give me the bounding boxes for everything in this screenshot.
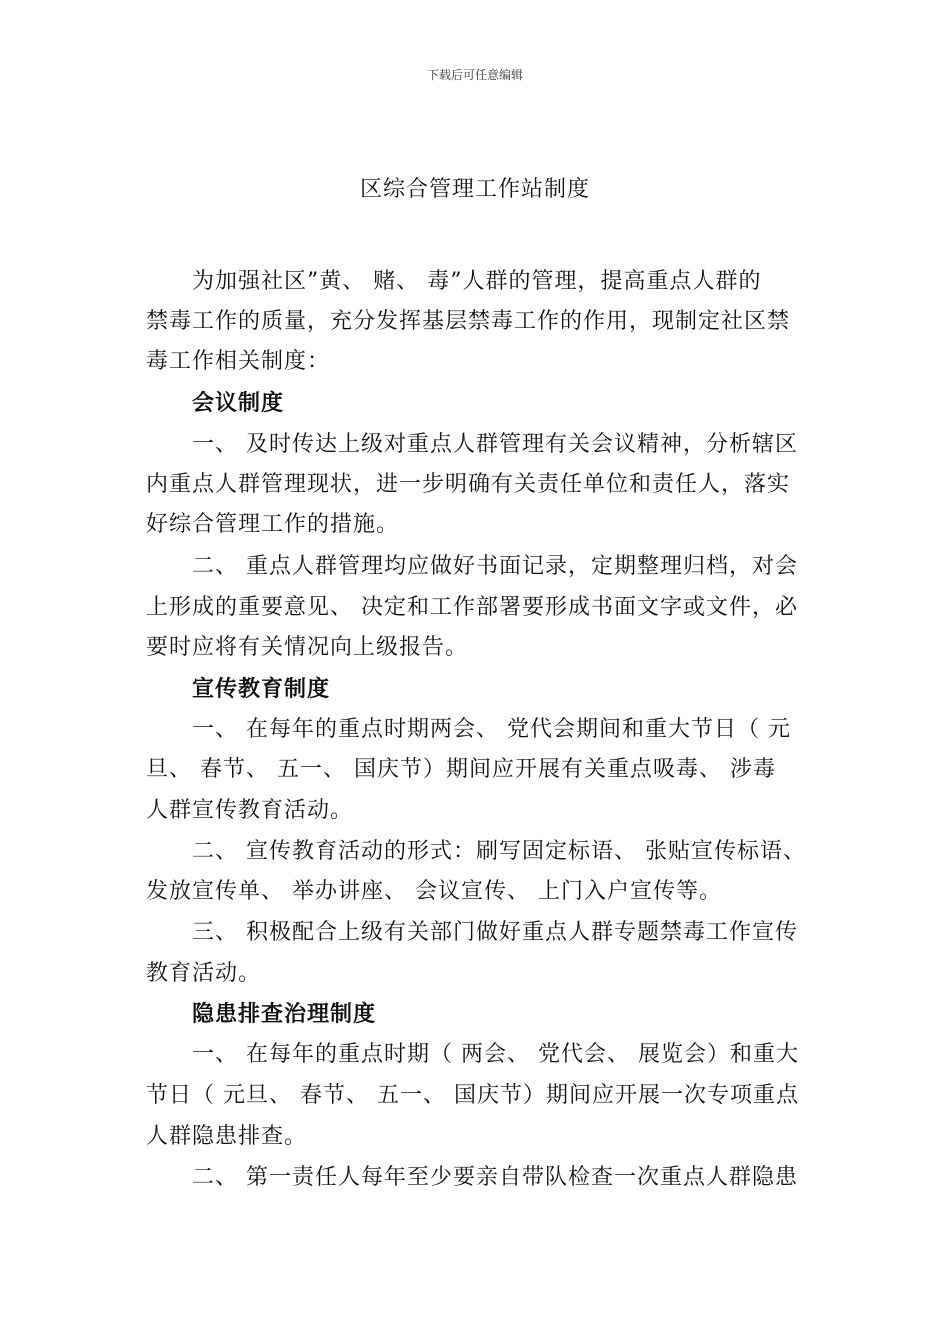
- paragraph-line: 人群宣传教育活动。: [146, 798, 354, 823]
- paragraph-line: 二、 第一责任人每年至少要亲自带队检查一次重点人群隐患: [192, 1165, 798, 1190]
- paragraph-line: 教育活动。: [146, 961, 262, 986]
- paragraph-line: 二、 宣传教育活动的形式：刷写固定标语、 张贴宣传标语、: [192, 839, 806, 864]
- paragraph-line: 一、 及时传达上级对重点人群管理有关会议精神，分析辖区: [192, 432, 798, 457]
- paragraph-line: 毒工作相关制度：: [146, 349, 331, 374]
- paragraph-line: 二、 重点人群管理均应做好书面记录，定期整理归档，对会: [192, 554, 798, 579]
- paragraph-line: 节日（ 元旦、 春节、 五一、 国庆节）期间应开展一次专项重点: [146, 1083, 799, 1108]
- paragraph-line: 发放宣传单、 举办讲座、 会议宣传、 上门入户宣传等。: [146, 879, 722, 904]
- paragraph-line: 旦、 春节、 五一、 国庆节）期间应开展有关重点吸毒、 涉毒: [146, 757, 776, 782]
- paragraph-line: 要时应将有关情况向上级报告。: [146, 635, 469, 660]
- paragraph-line: 一、 在每年的重点时期（ 两会、 党代会、 展览会）和重大: [192, 1042, 799, 1067]
- section-heading: 宣传教育制度: [192, 677, 331, 702]
- document-title: 区综合管理工作站制度: [359, 177, 590, 202]
- paragraph-line: 内重点人群管理现状，进一步明确有关责任单位和责任人，落实: [146, 472, 791, 497]
- paragraph-line: 为加强社区”黄、 赌、 毒”人群的管理，提高重点人群的: [192, 269, 762, 294]
- paragraph-line: 好综合管理工作的措施。: [146, 512, 400, 537]
- section-heading: 隐患排查治理制度: [192, 1002, 377, 1027]
- paragraph-line: 人群隐患排查。: [146, 1124, 308, 1149]
- section-heading: 会议制度: [192, 391, 285, 416]
- paragraph-line: 一、 在每年的重点时期两会、 党代会期间和重大节日（ 元: [192, 717, 791, 742]
- paragraph-line: 上形成的重要意见、 决定和工作部署要形成书面文字或文件，必: [146, 595, 798, 620]
- paragraph-line: 禁毒工作的质量，充分发挥基层禁毒工作的作用，现制定社区禁: [146, 309, 791, 334]
- page-header: 下载后可任意编辑: [426, 68, 523, 82]
- paragraph-line: 三、 积极配合上级有关部门做好重点人群专题禁毒工作宣传: [192, 920, 798, 945]
